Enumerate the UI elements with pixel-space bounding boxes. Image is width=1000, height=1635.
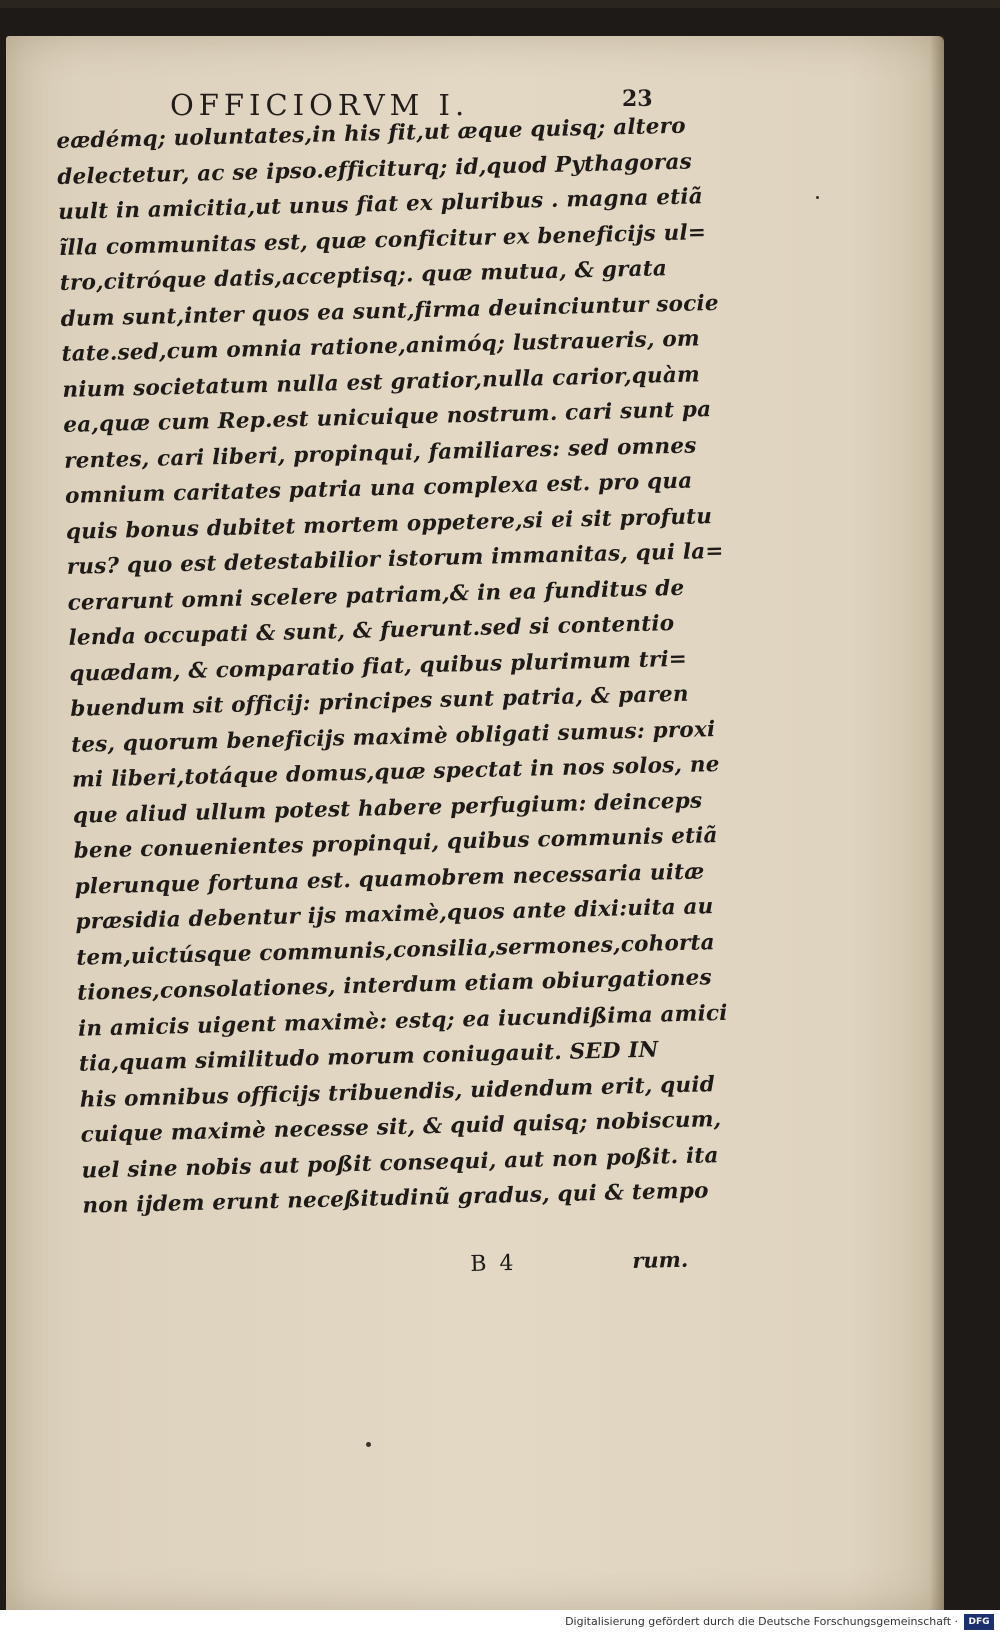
text-line: que aliud ullum potest habere perfugium: deinceps bbox=[72, 787, 703, 829]
text-line: plerunque fortuna est. quamobrem necessaria uitæ bbox=[74, 858, 705, 900]
text-line: præsidia debentur ijs maximè,quos ante dixi:uita au bbox=[75, 894, 714, 935]
credit-bar bbox=[0, 1610, 1000, 1635]
text-line: dum sunt,inter quos ea sunt,firma deuinciuntur socie bbox=[60, 290, 719, 332]
text-line: cuique maximè necesse sit, & quid quisq; nobiscum, bbox=[80, 1107, 722, 1148]
text-line: nium societatum nulla est gratior,nulla carior,quàm bbox=[62, 361, 701, 403]
page-edge-shadow bbox=[930, 36, 944, 1610]
text-line: eædémq; uoluntates,in his fit,ut æque quisq; altero bbox=[56, 113, 687, 154]
signature-mark: B 4 bbox=[470, 1250, 517, 1277]
scan-top-edge bbox=[0, 0, 1000, 8]
text-line: tate.sed,cum omnia ratione,animóq; lustraueris, om bbox=[61, 326, 701, 367]
paper-speck bbox=[816, 196, 819, 199]
page-number: 23 bbox=[622, 86, 653, 112]
text-line: tem,uictúsque communis,consilia,sermones,cohorta bbox=[76, 929, 716, 971]
text-line: tiones,consolationes, interdum etiam obiurgationes bbox=[76, 965, 713, 1006]
text-line: uult in amicitia,ut unus fiat ex pluribus . magna etiã bbox=[57, 184, 704, 225]
page-footer bbox=[470, 1246, 721, 1286]
paper-speck bbox=[366, 1442, 371, 1447]
text-line: ea,quæ cum Rep.est unicuique nostrum. cari sunt pa bbox=[63, 397, 712, 438]
text-line: tro,citróque datis,acceptisq;. quæ mutua, & grata bbox=[59, 256, 668, 296]
funding-credit: Digitalisierung gefördert durch die Deutsche Forschungsgemeinschaft · bbox=[565, 1615, 958, 1628]
dfg-logo: DFG bbox=[964, 1614, 994, 1630]
text-line: ĩlla communitas est, quæ conficitur ex beneficijs ul= bbox=[58, 219, 707, 261]
text-line: cerarunt omni scelere patriam,& in ea funditus de bbox=[67, 575, 685, 616]
text-line: in amicis uigent maximè: estq; ea iucundißima amici bbox=[77, 1000, 728, 1042]
text-line: tia,quam similitudo morum coniugauit. SED IN bbox=[78, 1037, 659, 1077]
body-text bbox=[56, 108, 743, 1224]
catchword: rum. bbox=[631, 1246, 689, 1274]
text-line: uel sine nobis aut poßit consequi, aut non poßit. ita bbox=[81, 1142, 719, 1184]
text-line: bene conuenientes propinqui, quibus communis etiã bbox=[73, 823, 718, 864]
text-line: quis bonus dubitet mortem oppetere,si ei sit profutu bbox=[65, 503, 713, 545]
text-line: quædam, & comparatio fiat, quibus plurimum tri= bbox=[69, 646, 688, 687]
text-line: rus? quo est detestabilior istorum immanitas, qui la= bbox=[66, 538, 724, 580]
text-line: omnium caritates patria una complexa est. pro qua bbox=[64, 468, 693, 509]
text-line: his omnibus officijs tribuendis, uidendum erit, quid bbox=[79, 1071, 716, 1113]
text-line: non ijdem erunt neceßitudinũ gradus, qui & tempo bbox=[82, 1178, 709, 1219]
running-title: OFFICIORVM I. bbox=[170, 88, 470, 122]
text-line: buendum sit officij: principes sunt patria, & paren bbox=[69, 681, 689, 722]
text-line: lenda occupati & sunt, & fuerunt.sed si contentio bbox=[68, 611, 675, 651]
text-line: rentes, cari liberi, propinqui, familiares: sed omnes bbox=[63, 432, 697, 474]
text-line: delectetur, ac se ipso.efficiturq; id,quod Pythagoras bbox=[56, 148, 693, 190]
text-line: tes, quorum beneficijs maximè obligati sumus: proxi bbox=[70, 716, 716, 758]
text-line: mi liberi,totáque domus,quæ spectat in nos solos, ne bbox=[71, 751, 720, 793]
